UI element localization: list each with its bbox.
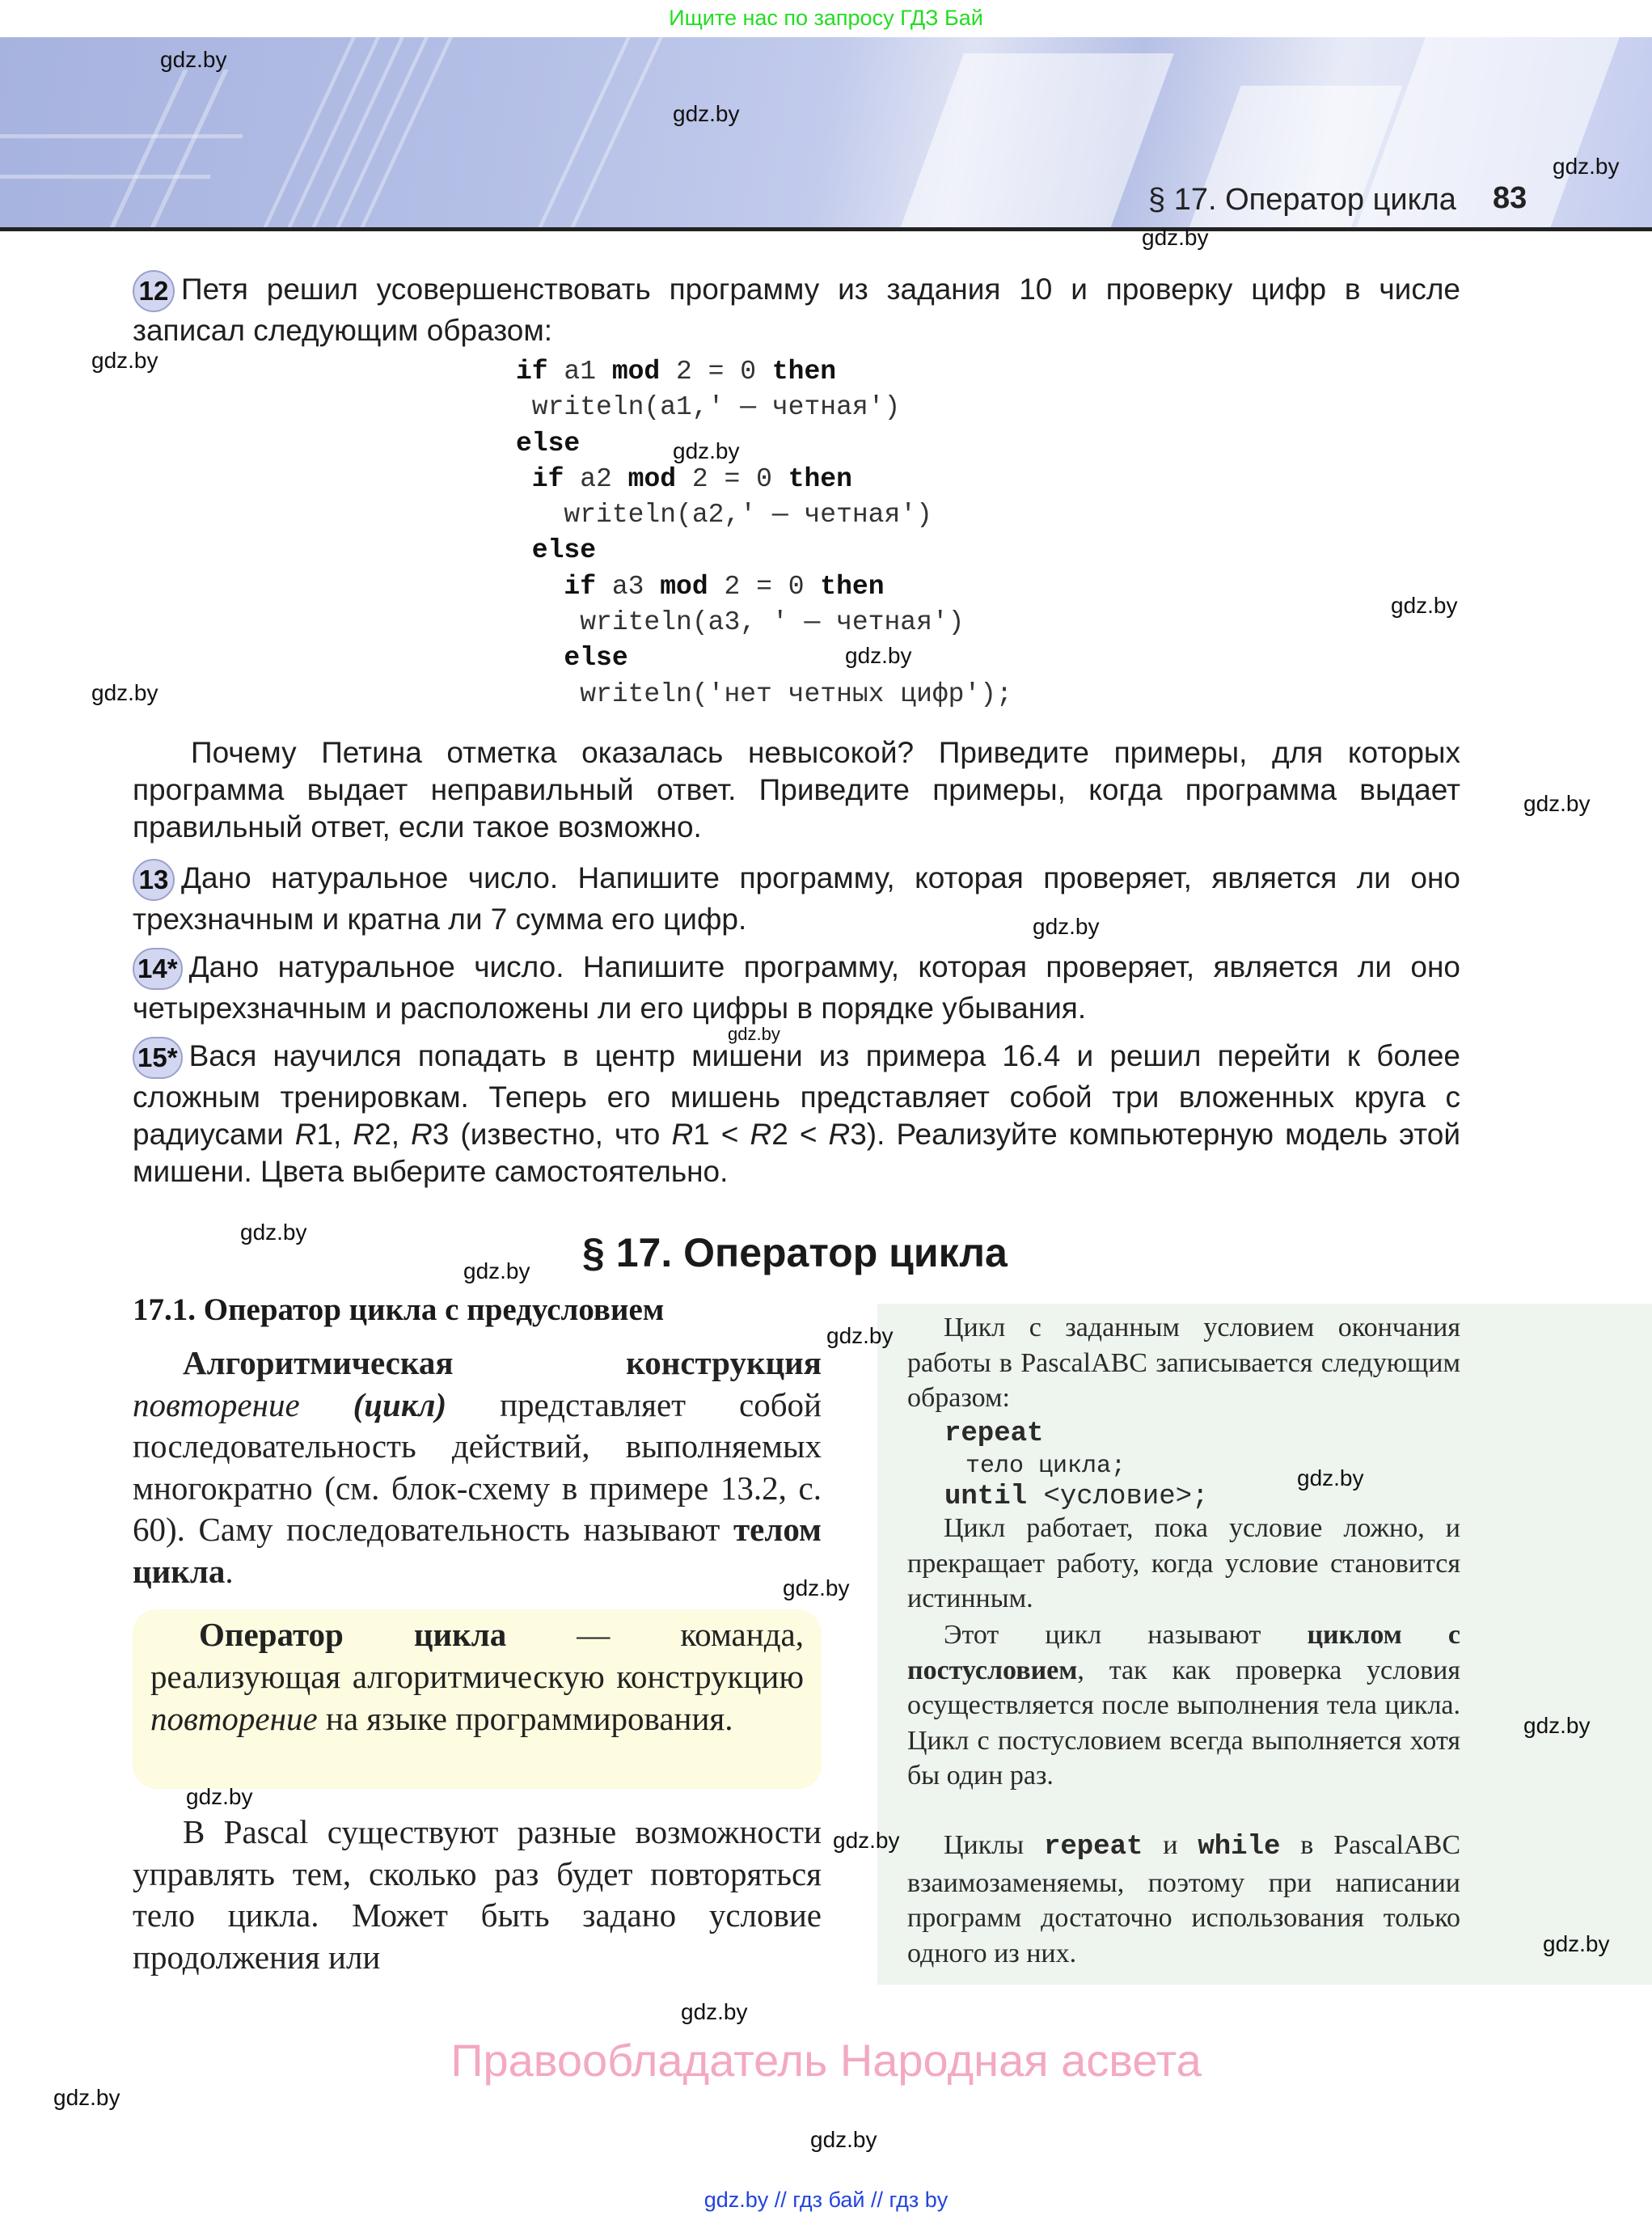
task-number-badge: 13 — [133, 859, 175, 901]
watermark-text: gdz.by — [833, 1828, 900, 1853]
task-text: Дано натуральное число. Напишите программу, которая проверяет, является ли оно трехзначным и кратна ли 7 сумма его цифр. — [133, 860, 1460, 936]
task-number-badge: 15* — [133, 1037, 183, 1079]
copyright-notice: Правообладатель Народная асвета — [450, 2035, 1202, 2086]
watermark-text: gdz.by — [1523, 1713, 1591, 1738]
sidebar-para-1: Цикл с заданным условием окончания работы в PascalABC записывается следующим образом: — [907, 1313, 1460, 1413]
watermark-text: gdz.by — [845, 643, 912, 668]
task-15: 15* Вася научился попадать в центр мишени из примера 16.4 и решил перейти к более сложным тренировкам. Теперь его мишень представляет собой три вложенных круга с радиусами R1, R2, R3 (известно, что R1 < R2 < R3). Реализуйте компьютерную модель этой мишени. Цвета выберите самостоятельно. — [133, 1037, 1460, 1190]
code-line: writeln(a2,' — четная') — [516, 500, 932, 531]
code-line: else — [516, 535, 597, 566]
task-14 — [133, 948, 1460, 1027]
code-line: else — [516, 643, 628, 674]
watermark-text: gdz.by — [810, 2127, 877, 2152]
watermark-text: gdz.by — [826, 1323, 894, 1348]
watermark-text: gdz.by — [673, 438, 740, 463]
sidebar-code: repeat тело цикла; until <условие>; — [944, 1419, 1209, 1512]
watermark-text: gdz.by — [1543, 1931, 1610, 1956]
watermark-text: gdz.by — [463, 1258, 530, 1283]
watermark-text: gdz.by — [186, 1784, 253, 1809]
code-line: if a1 mod 2 = 0 then — [516, 357, 837, 387]
code-line: else — [516, 428, 581, 459]
page-number: 83 — [1493, 181, 1527, 215]
watermark-text: gdz.by — [681, 1999, 748, 2024]
header-divider — [0, 227, 1652, 231]
task-12-question: Почему Петина отметка оказалась невысокой? Приведите примеры, для которых программа выдает неправильный ответ. Приведите примеры, когда программа выдает правильный ответ, если такое возможно. — [133, 736, 1460, 844]
watermark-text: gdz.by — [160, 47, 227, 72]
watermark-text: gdz.by — [53, 2085, 120, 2110]
task-number-badge: 12 — [133, 270, 175, 312]
watermark-text: gdz.by — [1033, 914, 1100, 939]
task-text: Петя решил усовершенствовать программу из задания 10 и проверку цифр в числе записал следующим образом: — [133, 272, 1460, 347]
watermark-text: gdz.by — [728, 1024, 780, 1044]
code-line: writeln(a3, ' — четная') — [516, 607, 965, 638]
intro-paragraph: Алгоритмическая конструкция повторение (цикл) представляет собой последовательность действий, выполняемых многократно (см. блок-схему в примере 13.2, с. 60). Саму последовательность называют телом цикла. — [133, 1344, 822, 1590]
watermark-text: gdz.by — [1553, 154, 1620, 179]
watermark-text: gdz.by — [1391, 593, 1458, 618]
subsection-title: 17.1. Оператор цикла с предусловием — [133, 1292, 665, 1327]
task-13 — [133, 859, 1460, 938]
task-number-badge: 14* — [133, 948, 183, 990]
code-line: if a3 mod 2 = 0 then — [516, 571, 885, 602]
code-line: writeln(a1,' — четная') — [516, 392, 901, 423]
top-search-banner[interactable]: Ищите нас по запросу ГДЗ Бай — [669, 6, 983, 30]
watermark-text: gdz.by — [91, 348, 158, 373]
code-listing — [516, 354, 1012, 712]
definition-text: Оператор цикла — команда, реализующая алгоритмическую конструкцию повторение на языке программирования. — [150, 1616, 804, 1737]
watermark-text: gdz.by — [91, 680, 158, 705]
section-title: § 17. Оператор цикла — [582, 1230, 1008, 1275]
sidebar-para-2: Цикл работает, пока условие ложно, и прекращает работу, когда условие становится истинным. — [907, 1513, 1460, 1613]
watermark-text: gdz.by — [673, 101, 740, 126]
task-12 — [133, 270, 1460, 349]
watermark-text: gdz.by — [1523, 791, 1591, 816]
watermark-text: gdz.by — [1142, 225, 1209, 250]
code-line: if a2 mod 2 = 0 then — [516, 463, 852, 494]
sidebar-para-4: Циклы repeat и while в PascalABC взаимозаменяемы, поэтому при написании программ достаточно использования только одного из них. — [907, 1830, 1461, 1968]
running-head: § 17. Оператор цикла — [1148, 183, 1456, 217]
watermark-text: gdz.by — [1297, 1465, 1364, 1490]
watermark-text: gdz.by — [240, 1220, 307, 1245]
task-text: Дано натуральное число. Напишите программу, которая проверяет, является ли оно четырехзначным и расположены ли его цифры в порядке убывания. — [133, 949, 1460, 1025]
watermark-text: gdz.by — [783, 1575, 850, 1600]
code-line: writeln('нет четных цифр'); — [516, 679, 1012, 709]
footer-links[interactable]: gdz.by // гдз бай // гдз by — [703, 2188, 949, 2212]
pascal-paragraph: В Pascal существуют разные возможности управлять тем, сколько раз будет повторяться тело цикла. Может быть задано условие продолжения или — [133, 1813, 822, 1976]
sidebar-para-3: Этот цикл называют циклом с постусловием, так как проверка условия осуществляется после выполнения тела цикла. Цикл с постусловием всегда выполняется хотя бы один раз. — [907, 1620, 1460, 1791]
